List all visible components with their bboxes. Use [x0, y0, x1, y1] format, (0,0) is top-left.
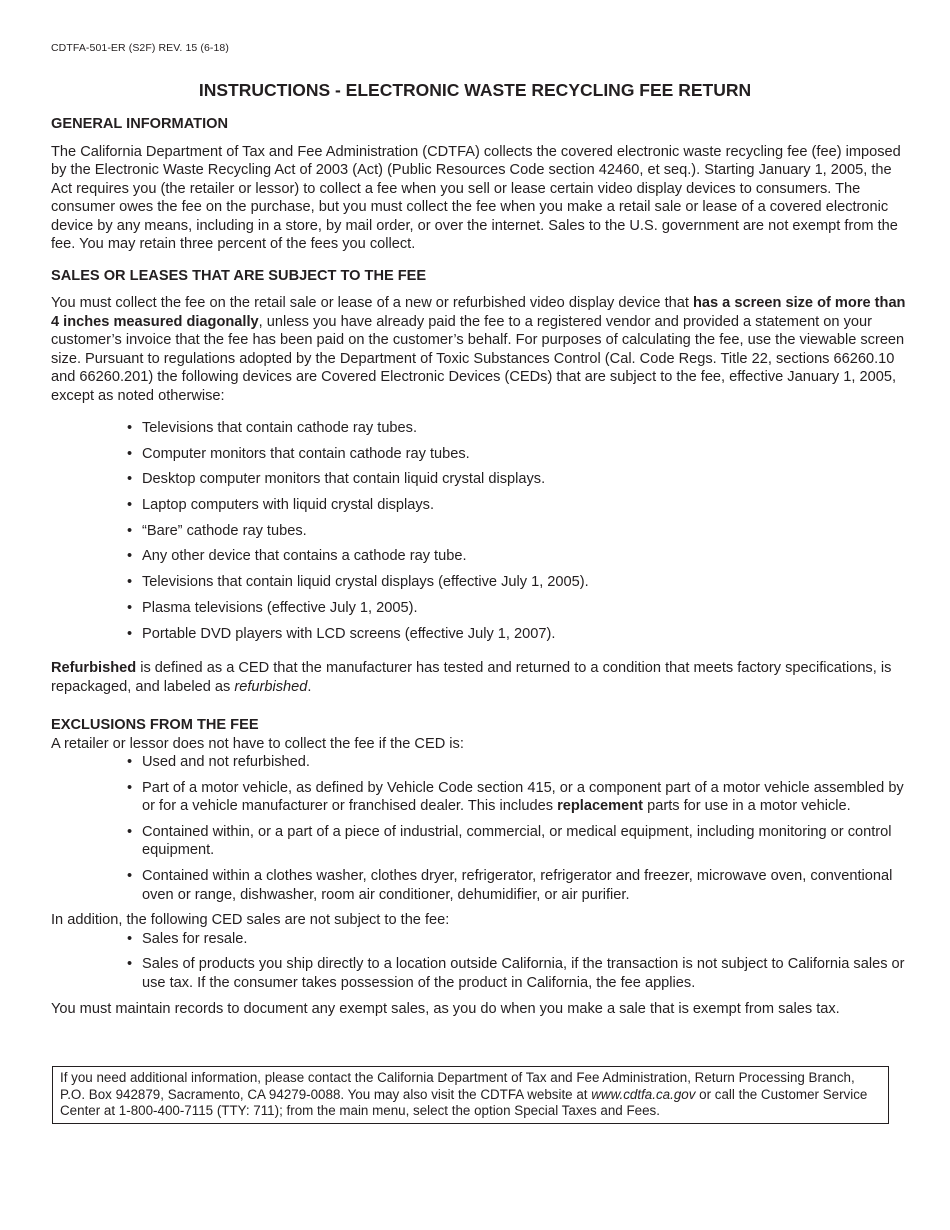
list-item: • Sales for resale. — [127, 930, 248, 947]
bullet: • — [127, 956, 133, 973]
subject-to-fee-heading: SALES OR LEASES THAT ARE SUBJECT TO THE FEE — [51, 267, 427, 284]
list-item: • Sales of products you ship directly to a location outside California, if the transaction is not subject to California sales or use tax. If the consumer takes possession of the product in California, the fee applies. — [127, 956, 905, 991]
general-information-heading: GENERAL INFORMATION — [51, 116, 229, 132]
cdtfa-website-link[interactable]: www.cdtfa.ca.gov — [591, 1086, 696, 1102]
replacement-emphasis: replacement — [557, 798, 644, 815]
bullet: • — [127, 930, 133, 947]
list-item: • Plasma televisions (effective July 1, 2005). — [127, 599, 418, 616]
subject-to-fee-text: You must collect the fee on the retail sale or lease of a new or refurbished video display device that has a screen size of more than 4 inches measured diagonally, unless you have already paid the fee to a registered vendor and provided a statement on your customer’s invoice that the fee has been paid on the customer’s behalf. For purposes of calculating the fee, use the viewable screen size. Pursuant to regulations adopted by the Department of Toxic Substances Control (Cal. Code Regs. Title 22, sections 66260.10 and 66260.201) the following devices are Covered Electronic Devices (CEDs) that are subject to the fee, effective January 1, 2005, except as noted otherwise: — [51, 295, 906, 404]
bullet: • — [127, 471, 133, 488]
bullet: • — [127, 420, 133, 436]
records-note: You must maintain records to document any exempt sales, as you do when you make a sale that is exempt from sales tax. — [51, 1000, 840, 1017]
list-item: • Contained within a clothes washer, clothes dryer, refrigerator, refrigerator and freezer, microwave oven, conventional oven or range, dishwasher, room air conditioner, dehumidifier, or air purifier. — [127, 868, 893, 903]
general-information-text: The California Department of Tax and Fee Administration (CDTFA) collects the covered electronic waste recycling fee (fee) imposed by the Electronic Waste Recycling Act of 2003 (Act) (Public Resources Code section 42460, et seq.). Starting January 1, 2005, the Act requires you (the retailer or lessor) to collect a fee when you sell or lease certain video display devices to consumers. The consumer owes the fee on the purchase, but you must collect the fee when you make a retail sale or lease of a covered electronic device by any means, including in a store, by mail order, or over the internet. Sales to the U.S. government are not exempt from the fee. You may retain three percent of the fees you collect. — [51, 143, 901, 252]
bullet: • — [127, 445, 133, 462]
bullet: • — [127, 868, 133, 885]
bullet: • — [127, 779, 133, 796]
bullet: • — [127, 522, 133, 539]
list-item: • Laptop computers with liquid crystal displays. — [127, 497, 435, 514]
exclusions-list — [51, 753, 907, 904]
page-title: INSTRUCTIONS - ELECTRONIC WASTE RECYCLING FEE RETURN — [198, 80, 752, 100]
bullet: • — [127, 823, 133, 840]
addition-intro: In addition, the following CED sales are not subject to the fee: — [51, 912, 450, 929]
form-number: CDTFA-501-ER (S2F) REV. 15 (6-18) — [51, 42, 229, 54]
list-item: • Portable DVD players with LCD screens (effective July 1, 2007). — [127, 625, 556, 642]
list-item: • Televisions that contain cathode ray tubes. — [127, 420, 418, 436]
list-item: • Any other device that contains a cathode ray tube. — [127, 548, 467, 565]
list-item: • Used and not refurbished. — [127, 754, 310, 770]
bullet: • — [127, 574, 133, 591]
list-item: • “Bare” cathode ray tubes. — [127, 522, 307, 539]
list-item: • Computer monitors that contain cathode ray tubes. — [127, 445, 470, 462]
refurbished-definition: Refurbished is defined as a CED that the manufacturer has tested and returned to a condition that meets factory specifications, is repackaged, and labeled as refurbished. — [51, 660, 892, 695]
exclusions-intro: A retailer or lessor does not have to collect the fee if the CED is: — [51, 735, 464, 752]
list-item: • Desktop computer monitors that contain liquid crystal displays. — [127, 471, 546, 488]
bullet: • — [127, 548, 133, 565]
non-subject-sales-list — [51, 930, 907, 993]
contact-info-box: If you need additional information, please contact the California Department of Tax and Fee Administration, Return Processing Branch, P.O. Box 942879, Sacramento, CA 94279-0088. You may also visit the CDTFA website at www.cdtfa.ca.gov or call the Customer Service Center at 1-800-400-7115 (TTY: 711); from the main menu, select the option Special Taxes and Fees. — [52, 1066, 889, 1124]
bullet: • — [127, 625, 133, 642]
bullet: • — [127, 599, 133, 616]
exclusions-heading: EXCLUSIONS FROM THE FEE — [51, 717, 259, 733]
instructions-content — [51, 115, 907, 1018]
bullet: • — [127, 497, 133, 514]
bullet: • — [127, 754, 133, 770]
list-item: • Televisions that contain liquid crystal displays (effective July 1, 2005). — [127, 574, 589, 591]
list-item: • Part of a motor vehicle, as defined by Vehicle Code section 415, or a component part of a motor vehicle assembled by or for a vehicle manufacturer or franchised dealer. This includes replacement parts for use in a motor vehicle. — [127, 779, 904, 815]
covered-devices-list — [51, 419, 907, 643]
list-item: • Contained within, or a part of a piece of industrial, commercial, or medical equipment, including monitoring or control equipment. — [127, 823, 892, 859]
screen-size-emphasis: has a screen size of more than 4 inches measured diagonally — [51, 295, 906, 330]
